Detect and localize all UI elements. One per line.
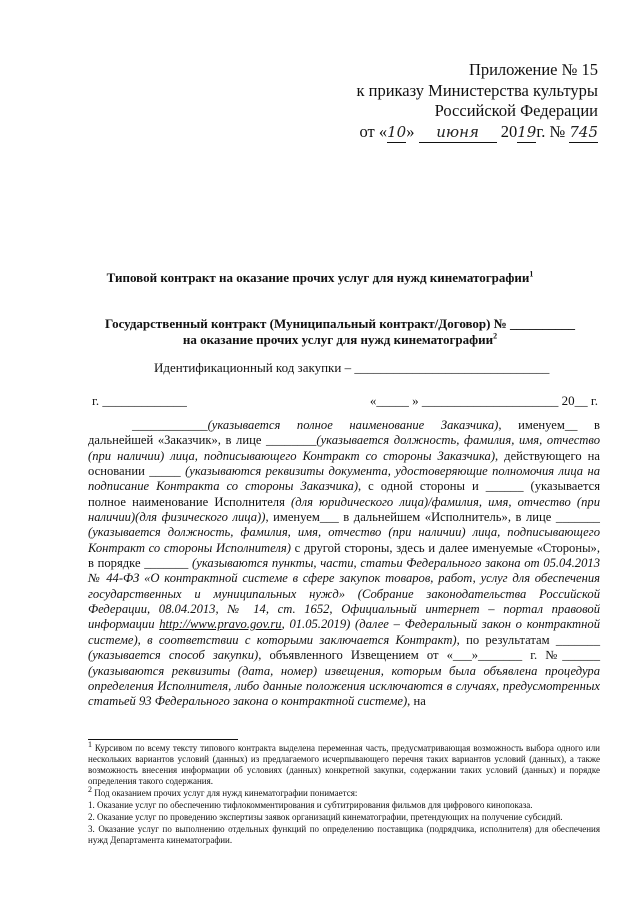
footnote-1: $^1$ Курсивом по всему тексту типового контракта выделена переменная часть, предусматривающая возможность выбора одного или нескольких вариантов условий (данных) из предлагаемого исчерпывающего перечня таких вариантов условий (данных), а также возможность внесения информации об условиях (данных) конкретной закупки, содержании таких условий (данных) и порядке определения такого содержания. xyxy=(88,740,600,786)
place-line: г. _____________ xyxy=(92,393,187,408)
appendix-date-line: от «10» июня 2019г. № 745 xyxy=(338,122,598,144)
date-line: «_____ » _____________________ 20__ г. xyxy=(369,393,598,408)
procurement-code-line: Идентификационный код закупки – ______________________________ xyxy=(154,360,550,375)
pravo-gov-link[interactable]: http://www.pravo.gov.ru xyxy=(159,617,282,632)
appendix-country: Российской Федерации xyxy=(434,101,598,120)
footnote-2-item-3: 3. Оказание услуг по выполнению отдельных функций по определению поставщика (подрядчика, исполнителя) для обеспечения нужд Департамента кинематографии. xyxy=(88,824,600,845)
footnote-divider xyxy=(88,739,238,740)
handwritten-day: 10 xyxy=(387,122,406,144)
contract-title: Государственный контракт (Муниципальный контракт/Договор) № __________ на оказание прочих услуг для нужд кинематографии$^2$ xyxy=(104,316,576,347)
footnote-2: $^2$ Под оказанием прочих услуг для нужд кинематографии понимается: xyxy=(88,785,358,798)
handwritten-month: июня xyxy=(419,122,497,144)
appendix-header xyxy=(338,60,598,143)
footnote-2-item-1: 1. Оказание услуг по обеспечению тифлокомментирования и субтитрирования фильмов для цифрового кинопоказа. xyxy=(88,800,533,810)
contract-preamble: ____________(указывается полное наименование Заказчика), именуем__ в дальнейшей «Заказчик», в лице ________(указывается должность, фамилия, имя, отчество (при наличии) лица, подписывающего Контракт со стороны Заказчика), действующего на основании _____ (указываются реквизиты документа, удостоверяющие полномочия лица на подписание Контракта со стороны Заказчика), с одной стороны и ______ (указывается полное наименование Исполнителя (для юридического лица)/фамилия, имя, отчество (при наличии)(для физического лица)), именуем___ в дальнейшем «Исполнитель», в лице _______ (указывается должность, фамилия, имя, отчество (при наличии) лица, подписывающего Контракт со стороны Исполнителя) с другой стороны, здесь и далее именуемые «Стороны», в порядке _______ (указываются пункты, части, статьи Федерального закона от 05.04.2013 № 44-ФЗ «О контрактной системе в сфере закупок товаров, работ, услуг для обеспечения государственных и муниципальных нужд» (Собрание законодательства Российской Федерации, 08.04.2013, № 14, ст. 1652, Официальный интернет – портал правовой информации http://www.pravo.gov.ru, 01.05.2019) (далее – Федеральный закон о контрактной системе), в соответствии с которыми заключается Контракт), по результатам _______ (указывается способ закупки), объявленного Извещением от «___»_______ г. №______ (указываются реквизиты (дата, номер) извещения, которым была объявлена процедура определения Исполнителя, либо данные положения исключаются в случаях, предусмотренных статьей 93 Федерального закона о контрактной системе), на xyxy=(88,418,601,709)
footnotes xyxy=(88,740,600,847)
handwritten-year: 19 xyxy=(517,122,536,144)
handwritten-order-number: 745 xyxy=(569,122,598,144)
appendix-order: к приказу Министерства культуры xyxy=(356,80,598,100)
footnote-2-item-2: 2. Оказание услуг по проведению экспертизы заявок организаций кинематографии, претендующих на получение субсидий. xyxy=(88,812,563,822)
document-title: Типовой контракт на оказание прочих услуг для нужд кинематографии$^1$ xyxy=(106,269,534,285)
appendix-number: Приложение № 15 xyxy=(468,60,598,79)
